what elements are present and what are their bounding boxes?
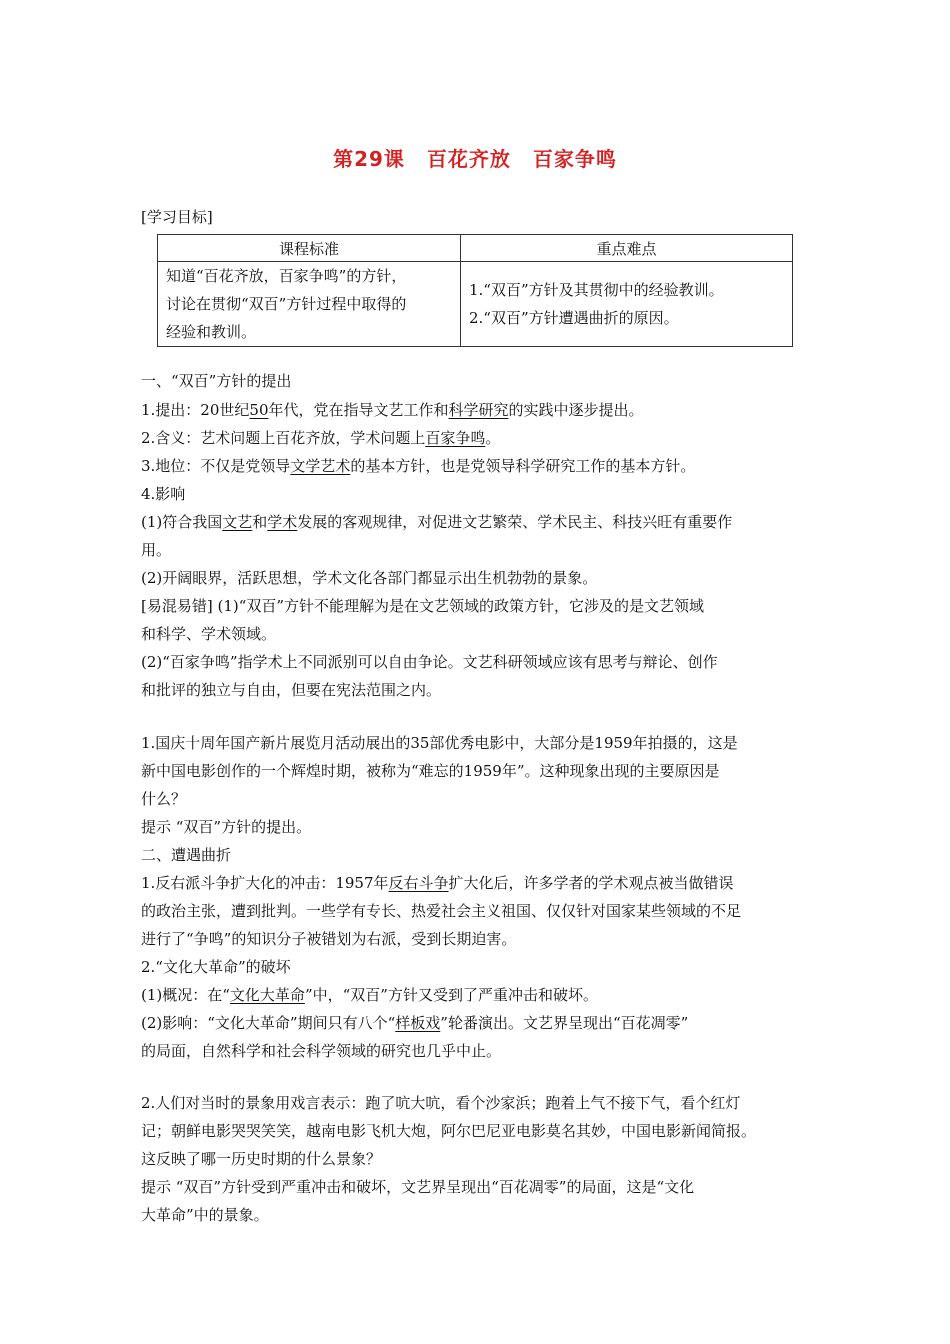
q2-line1: 2.人们对当时的景象用戏言表示：跑了吭大吭，看个沙家浜；跑着上气不接下气，看个红灯 [141, 1094, 741, 1112]
section2-heading: 二、遭遇曲折 [141, 846, 232, 864]
s1-line1: 1.提出：20世纪50年代，党在指导文艺工作和科学研究的实践中逐步提出。 [141, 401, 644, 419]
s2-line7: 的局面，自然科学和社会科学领域的研究也几乎中止。 [141, 1042, 502, 1060]
s2-line3: 进行了“争鸣”的知识分子被错划为右派，受到长期迫害。 [141, 930, 517, 948]
q2-line3: 这反映了哪一历史时期的什么景象？ [141, 1150, 382, 1168]
header-keypoints: 重点难点 [461, 235, 793, 262]
q2-hint-line1: 提示 “双百”方针受到严重冲击和破坏，文艺界呈现出“百花凋零”的局面，这是“文化 [141, 1178, 695, 1196]
s1-line9: 和科学、学术领域。 [141, 625, 277, 643]
q1-hint: 提示 “双百”方针的提出。 [141, 818, 312, 836]
s2-line2: 的政治主张，遭到批判。一些学有专长、热爱社会主义祖国、仅仅针对国家某些领域的不足 [141, 902, 742, 920]
page-title: 第29课 百花齐放 百家争鸣 [333, 147, 617, 171]
q1-line2: 新中国电影创作的一个辉煌时期，被称为“难忘的1959年”。这种现象出现的主要原因是 [141, 762, 720, 780]
q2-hint-line2: 大革命”中的景象。 [141, 1206, 269, 1224]
s1-line2: 2.含义：艺术问题上百花齐放，学术问题上百家争鸣。 [141, 429, 501, 447]
s2-line5: (1)概况：在“文化大革命”中，“双百”方针又受到了严重冲击和破坏。 [141, 986, 598, 1004]
q1-line3: 什么？ [141, 790, 187, 808]
s2-line6: (2)影响：“文化大革命”期间只有八个“样板戏”轮番演出。文艺界呈现出“百花凋零” [141, 1014, 689, 1032]
s2-line1: 1.反右派斗争扩大化的冲击：1957年反右斗争扩大化后，许多学者的学术观点被当做错误 [141, 874, 734, 892]
s2-line4: 2.“文化大革命”的破坏 [141, 958, 291, 976]
s1-line5: (1)符合我国文艺和学术发展的客观规律，对促进文艺繁荣、学术民主、科技兴旺有重要作 [141, 513, 733, 531]
section1-heading: 一、“双百”方针的提出 [141, 372, 292, 390]
s1-line11: 和批评的独立与自由，但要在宪法范围之内。 [141, 681, 442, 699]
s1-line6: 用。 [141, 541, 172, 559]
goals-table [157, 234, 793, 347]
s1-line8: [易混易错] (1)“双百”方针不能理解为是在文艺领域的政策方针，它涉及的是文艺领域 [141, 597, 705, 615]
keypoints-cell: 1.“双百”方针及其贯彻中的经验教训。 2.“双百”方针遭遇曲折的原因。 [461, 262, 793, 347]
goals-label: [学习目标] [141, 208, 213, 226]
header-standard: 课程标准 [158, 235, 461, 262]
s1-line3: 3.地位：不仅是党领导文学艺术的基本方针，也是党领导科学研究工作的基本方针。 [141, 457, 696, 475]
q2-line2: 记；朝鲜电影哭哭笑笑，越南电影飞机大炮，阿尔巴尼亚电影莫名其妙，中国电影新闻简报。 [141, 1122, 757, 1140]
s1-line4: 4.影响 [141, 485, 186, 503]
s1-line7: (2)开阔眼界，活跃思想，学术文化各部门都显示出生机勃勃的景象。 [141, 569, 598, 587]
q1-line1: 1.国庆十周年国产新片展览月活动展出的35部优秀电影中，大部分是1959年拍摄的，这是 [141, 734, 738, 752]
standard-cell: 知道“百花齐放，百家争鸣”的方针， 讨论在贯彻“双百”方针过程中取得的 经验和教训。 [158, 262, 461, 347]
s1-line10: (2)“百家争鸣”指学术上不同派别可以自由争论。文艺科研领域应该有思考与辩论、创作 [141, 653, 718, 671]
